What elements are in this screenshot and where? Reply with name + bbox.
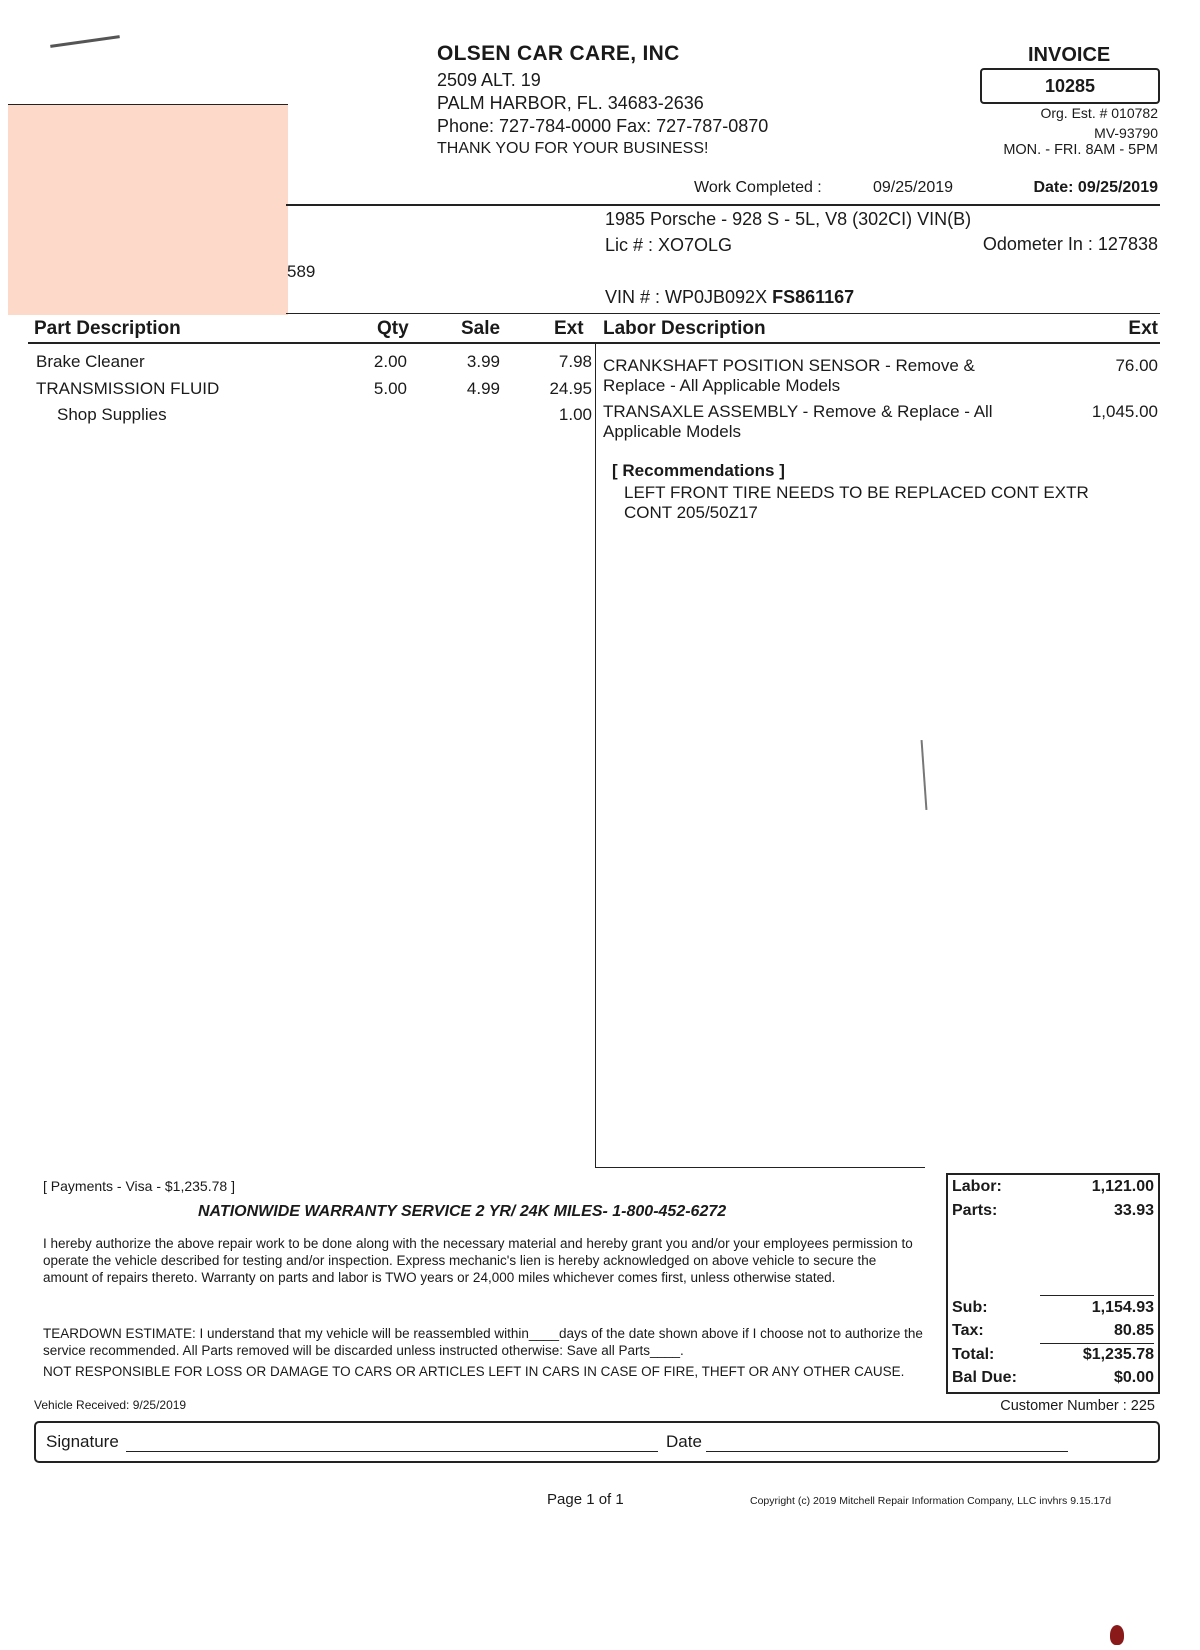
parts-total: 33.93 <box>1113 1202 1154 1219</box>
vehicle-received: Vehicle Received: 9/25/2019 <box>34 1398 187 1412</box>
col-labor-description: Labor Description <box>603 318 766 339</box>
vin <box>605 287 854 308</box>
part-row-ext: 1.00 <box>558 405 592 424</box>
redacted-customer-block <box>8 104 288 315</box>
subtotal-rule <box>1040 1295 1154 1296</box>
parts-total-label: Parts: <box>952 1202 998 1219</box>
page-number: Page 1 of 1 <box>547 1491 624 1508</box>
signature-box <box>34 1421 1160 1463</box>
columns-top-rule <box>286 313 1160 314</box>
recommendations-title: [ Recommendations ] <box>612 461 785 480</box>
customer-number: Customer Number : 225 <box>1000 1398 1155 1414</box>
totals-box <box>946 1173 1160 1394</box>
labor-total: 1,121.00 <box>1091 1178 1154 1195</box>
odometer: Odometer In : 127838 <box>982 234 1158 254</box>
signature-label: Signature <box>46 1432 119 1451</box>
scan-smudge <box>1110 1625 1124 1645</box>
org-est: Org. Est. # 010782 <box>1040 105 1158 121</box>
customer-zip-fragment: 589 <box>287 262 316 281</box>
signature-line[interactable] <box>126 1451 658 1452</box>
labor-row-line1: CRANKSHAFT POSITION SENSOR - Remove & <box>603 356 975 375</box>
part-row-ext: 24.95 <box>549 379 592 398</box>
company-thanks: THANK YOU FOR YOUR BUSINESS! <box>437 140 709 157</box>
part-row-desc: Shop Supplies <box>57 405 167 424</box>
signature-date-line[interactable] <box>706 1451 1068 1452</box>
col-part-description: Part Description <box>34 318 181 339</box>
company-name: OLSEN CAR CARE, INC <box>437 42 680 65</box>
work-completed-date: 09/25/2019 <box>873 179 954 196</box>
staple-mark <box>921 740 928 810</box>
labor-total-label: Labor: <box>952 1178 1002 1195</box>
labor-row-ext: 1,045.00 <box>1091 402 1158 421</box>
authorization-text: I hereby authorize the above repair work to be done along with the necessary material and hereby grant you and/or your employees permission to operate the vehicle described for testing and/or inspection. Express mechanic's lien is hereby acknowledged on above vehicle to secure the amount of repairs thereto. Warranty on parts and labor is TWO years or 24,000 miles whichever comes first, unless otherwise stated. <box>43 1236 913 1285</box>
part-row-ext: 7.98 <box>558 352 592 371</box>
company-city: PALM HARBOR, FL. 34683-2636 <box>437 93 704 113</box>
invoice-date: Date: 09/25/2019 <box>1033 179 1158 196</box>
business-hours: MON. - FRI. 8AM - 5PM <box>1003 142 1158 158</box>
company-address: 2509 ALT. 19 <box>437 70 541 90</box>
total: $1,235.78 <box>1082 1346 1154 1363</box>
labor-row-ext: 76.00 <box>1115 356 1158 375</box>
customer-top-rule <box>8 104 288 105</box>
warranty-notice: NATIONWIDE WARRANTY SERVICE 2 YR/ 24K MILES- 1-800-452-6272 <box>198 1203 727 1220</box>
vehicle-description: 1985 Porsche - 928 S - 5L, V8 (302CI) VIN(B) <box>605 209 972 229</box>
part-row-sale: 3.99 <box>466 352 500 371</box>
col-sale: Sale <box>461 318 501 339</box>
scan-mark <box>50 35 120 48</box>
invoice-number: 10285 <box>980 68 1160 104</box>
part-row-qty: 5.00 <box>373 379 407 398</box>
labor-row-line1: TRANSAXLE ASSEMBLY - Remove & Replace - All <box>603 402 993 421</box>
balance-due: $0.00 <box>1113 1369 1154 1386</box>
tax-label: Tax: <box>952 1322 984 1339</box>
copyright: Copyright (c) 2019 Mitchell Repair Information Company, LLC invhrs 9.15.17d <box>750 1495 1112 1507</box>
work-completed-label: Work Completed : <box>694 179 822 196</box>
recommendation-line: CONT 205/50Z17 <box>624 503 758 522</box>
total-rule <box>1040 1343 1154 1344</box>
not-responsible-notice: NOT RESPONSIBLE FOR LOSS OR DAMAGE TO CARS OR ARTICLES LEFT IN CARS IN CASE OF FIRE, THEFT OR ANY OTHER CAUSE. <box>43 1364 905 1379</box>
vin-label: VIN # : WP0JB092X <box>605 287 768 307</box>
body-bottom-rule <box>595 1167 925 1168</box>
col-qty: Qty <box>377 318 409 339</box>
tax: 80.85 <box>1113 1322 1154 1339</box>
license-plate: Lic # : XO7OLG <box>605 235 733 255</box>
column-divider <box>595 344 596 1167</box>
company-phone-fax: Phone: 727-784-0000 Fax: 727-787-0870 <box>437 116 769 136</box>
subtotal: 1,154.93 <box>1091 1299 1154 1316</box>
col-labor-ext: Ext <box>1128 318 1158 339</box>
invoice-title: INVOICE <box>1028 44 1111 66</box>
labor-row-line2: Replace - All Applicable Models <box>603 376 841 395</box>
subtotal-label: Sub: <box>952 1299 988 1316</box>
recommendation-line: LEFT FRONT TIRE NEEDS TO BE REPLACED CONT EXTR <box>624 483 1089 502</box>
date-label: Date <box>666 1432 702 1451</box>
payments: [ Payments - Visa - $1,235.78 ] <box>43 1178 235 1194</box>
total-label: Total: <box>952 1346 995 1363</box>
part-row-desc: Brake Cleaner <box>36 352 145 371</box>
teardown-estimate: TEARDOWN ESTIMATE: I understand that my vehicle will be reassembled within____days of the date shown above if I choose not to authorize the service recommended. All Parts removed will be discarded unless instructed otherwise: Save all Parts____. <box>43 1326 923 1358</box>
part-row-qty: 2.00 <box>373 352 407 371</box>
labor-row-line2: Applicable Models <box>603 422 741 441</box>
mv-number: MV-93790 <box>1094 125 1158 141</box>
col-ext: Ext <box>554 318 584 339</box>
vin-bold: FS861167 <box>772 287 855 307</box>
header-rule <box>286 204 1160 206</box>
part-row-sale: 4.99 <box>466 379 500 398</box>
columns-bottom-rule <box>28 342 1160 344</box>
balance-due-label: Bal Due: <box>952 1369 1017 1386</box>
part-row-desc: TRANSMISSION FLUID <box>36 379 220 398</box>
